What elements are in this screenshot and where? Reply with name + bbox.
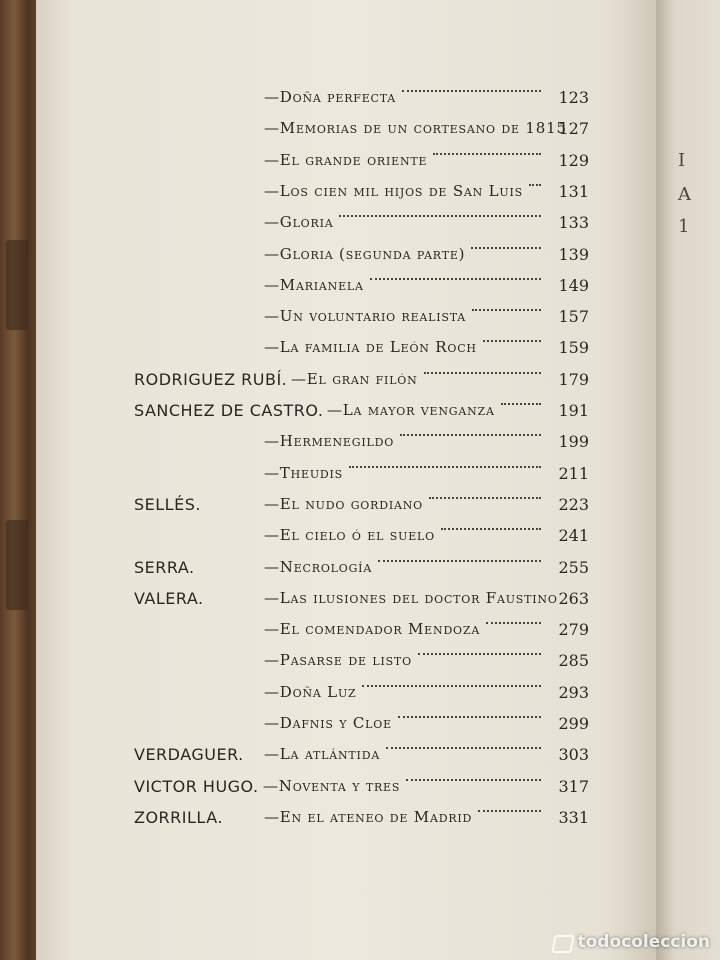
toc-page-number: 123 [558,88,589,107]
toc-page-number: 139 [558,244,589,264]
toc-author: RODRIGUEZ RUBÍ. [134,369,288,389]
toc-page-number: 191 [558,401,589,420]
toc-page-number: 131 [558,181,589,201]
spine-wear-mark [6,240,28,330]
toc-entry [36,520,656,550]
toc-title: —El nudo gordiano [264,494,423,513]
dot-leader [339,213,541,217]
tag-icon [551,933,573,951]
toc-entry [36,677,656,707]
toc-entry [36,739,656,769]
toc-entry [36,708,656,738]
toc-title: —Gloria [264,213,334,232]
toc-title: —La atlántida [264,745,381,764]
dot-leader [478,808,541,812]
toc-page-number: 223 [558,494,589,514]
toc-title: —Gloria (segunda parte) [264,244,466,263]
toc-entry [36,301,656,331]
dot-leader [501,401,541,405]
toc-title: —La mayor venganza [327,401,495,419]
toc-author: SERRA. [134,557,195,577]
toc-page-number: 293 [558,682,589,702]
toc-author: SELLÉS. [134,494,201,514]
dot-leader [433,151,541,155]
dot-leader [349,464,541,468]
toc-entry [36,207,656,237]
toc-title: —El cielo ó el suelo [264,526,435,545]
toc-page-number: 331 [558,807,589,827]
toc-title: —El comendador Mendoza [264,620,481,639]
toc-author: ZORRILLA. [134,807,223,827]
dot-leader [486,620,541,624]
toc-title: —Pasarse de listo [264,651,412,670]
toc-entry [36,332,656,362]
toc-title: —Memorias de un cortesano de 1815 [264,119,567,138]
toc-entry [36,645,656,675]
toc-title: —Hermenegildo [264,432,395,451]
dot-leader [483,338,541,342]
dot-leader [402,88,541,92]
dot-leader [424,370,541,374]
facing-page-edge [656,0,720,960]
toc-page-number: 303 [558,745,589,765]
toc-page-number: 241 [558,526,589,546]
toc-title: —Theudis [264,463,343,482]
toc-page-number: 299 [558,714,589,733]
toc-entry [36,239,656,269]
toc-entry [36,270,656,300]
toc-title: —En el ateneo de Madrid [264,807,473,826]
toc-entry [36,771,656,801]
toc-page-number: 179 [558,369,589,389]
toc-page-number: 255 [558,557,589,577]
dot-leader [400,432,541,436]
toc-title: —El gran filón [291,369,418,388]
toc-entry [36,489,656,519]
toc-page-number: 127 [558,119,589,139]
facing-page-mark: 1 [678,216,690,237]
toc-page-number: 317 [558,776,589,796]
toc-title: —Doña Luz [264,682,357,701]
dot-leader [418,651,541,655]
toc-entry [36,364,656,394]
toc-author: SANCHEZ DE CASTRO. [134,401,324,420]
dot-leader [471,245,541,249]
dot-leader [472,307,541,311]
dot-leader [362,683,541,687]
toc-entry [36,145,656,175]
dot-leader [529,182,541,186]
toc-title: —La familia de León Roch [264,338,477,357]
dot-leader [441,526,541,530]
toc-entry [36,176,656,206]
toc-title: —Necrología [264,557,373,576]
watermark-logo [551,932,710,952]
toc-page-number: 149 [558,275,589,295]
toc-page-number: 129 [558,150,589,170]
toc-entry [36,583,656,613]
toc-title: —Un voluntario realista [264,307,467,326]
toc-author: VALERA. [134,588,204,608]
book-page [36,0,656,960]
toc-entry [36,614,656,644]
toc-entry [36,802,656,832]
dot-leader [378,558,541,562]
toc-page-number: 199 [558,432,589,452]
toc-entry [36,458,656,488]
toc-page-number: 159 [558,338,589,358]
toc-page-number: 211 [558,463,589,483]
toc-page-number: 285 [558,651,589,671]
watermark-text: todocoleccion [577,932,710,952]
toc-entry [36,113,656,143]
dot-leader [398,714,541,718]
facing-page-mark: A [678,184,691,205]
book-spine [0,0,40,960]
toc-entry [36,395,656,425]
toc-title: —Las ilusiones del doctor Faustino [264,588,558,607]
spine-wear-mark [6,520,28,610]
toc-author: VICTOR HUGO. [134,776,259,796]
toc-title: —Los cien mil hijos de San Luis [264,181,523,200]
toc-page-number: 133 [558,213,589,233]
toc-title: —Doña perfecta [264,88,397,106]
dot-leader [386,745,541,749]
toc-page-number: 263 [558,588,589,608]
toc-entry [36,552,656,582]
toc-author: VERDAGUER. [134,745,244,765]
dot-leader [429,495,541,499]
facing-page-mark: I [678,150,686,171]
toc-title: —El grande oriente [264,150,428,169]
dot-leader [406,777,541,781]
toc-page-number: 279 [558,620,589,640]
toc-page-number: 157 [558,307,589,327]
toc-entry [36,426,656,456]
toc-title: —Dafnis y Cloe [264,714,392,732]
toc-title: —Noventa y tres [263,776,401,795]
dot-leader [370,276,541,280]
toc-entry [36,82,656,112]
toc-title: —Marianela [264,275,364,294]
